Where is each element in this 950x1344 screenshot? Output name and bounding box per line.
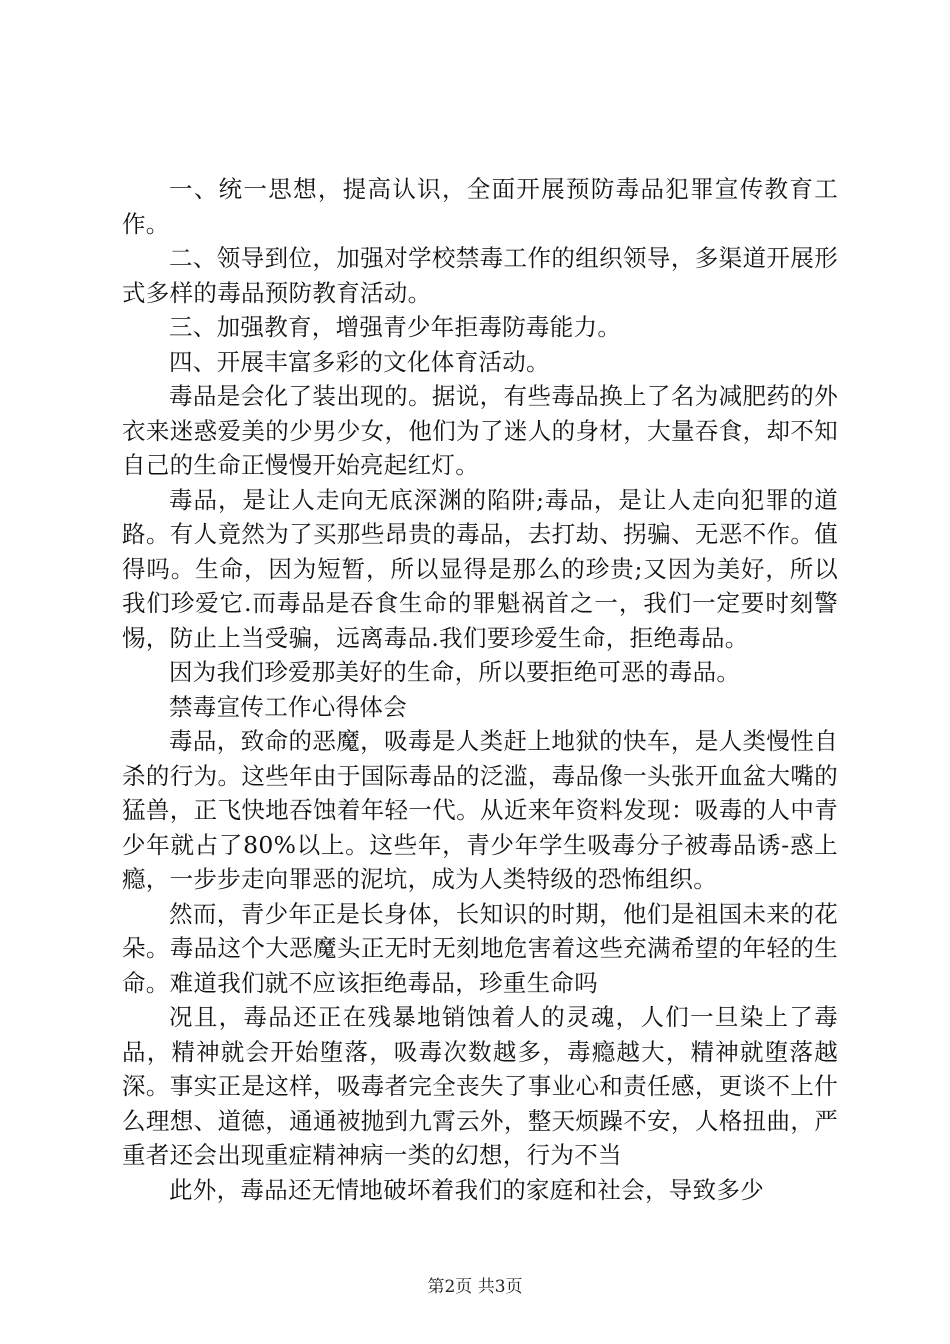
paragraph-9: 然而，青少年正是长身体，长知识的时期，他们是祖国未来的花朵。毒品这个大恶魔头正无时无刻地危害着这些充满希望的年轻的生命。难道我们就不应该拒绝毒品，珍重生命吗	[122, 899, 838, 997]
paragraph-3: 三、加强教育，增强青少年拒毒防毒能力。	[169, 313, 622, 341]
page-number-label: 第2页 共3页	[427, 1277, 523, 1297]
paragraph-11: 此外，毒品还无情地破坏着我们的家庭和社会，导致多少	[169, 1175, 764, 1204]
paragraph-10: 况且，毒品还正在残暴地销蚀着人的灵魂，人们一旦染上了毒品，精神就会开始堕落，吸毒次数越多，毒瘾越大，精神就堕落越深。事实正是这样，吸毒者完全丧失了事业心和责任感，更谈不上什么理想、道德，通通被抛到九霄云外，整天烦躁不安，人格扭曲，严重者还会出现重症精神病一类的幻想，行为不当	[122, 1003, 838, 1169]
paragraph-6: 毒品，是让人走向无底深渊的陷阱;毒品，是让人走向犯罪的道路。有人竟然为了买那些昂贵的毒品，去打劫、拐骗、无恶不作。值得吗。生命，因为短暂，所以显得是那么的珍贵;又因为美好，所以我们珍爱它.而毒品是吞食生命的罪魁祸首之一，我们一定要时刻警惕，防止上当受骗，远离毒品.我们要珍爱生命，拒绝毒品。	[122, 485, 838, 652]
paragraph-1: 一、统一思想，提高认识，全面开展预防毒品犯罪宣传教育工作。	[122, 175, 838, 238]
document-body	[122, 172, 838, 1207]
section-heading: 禁毒宣传工作心得体会	[169, 692, 407, 721]
paragraph-2: 二、领导到位，加强对学校禁毒工作的组织领导，多渠道开展形式多样的毒品预防教育活动。	[122, 244, 838, 307]
paragraph-5: 毒品是会化了装出现的。据说，有些毒品换上了名为减肥药的外衣来迷惑爱美的少男少女，他们为了迷人的身材，大量吞食，却不知自己的生命正慢慢开始亮起红灯。	[122, 382, 838, 479]
page-footer	[0, 1272, 950, 1297]
paragraph-7: 因为我们珍爱那美好的生命，所以要拒绝可恶的毒品。	[169, 658, 741, 686]
paragraph-4: 四、开展丰富多彩的文化体育活动。	[169, 347, 550, 376]
paragraph-8: 毒品，致命的恶魔，吸毒是人类赶上地狱的快车，是人类慢性自杀的行为。这些年由于国际毒品的泛滥，毒品像一头张开血盆大嘴的猛兽，正飞快地吞蚀着年轻一代。从近来年资料发现：吸毒的人中青少年就占了80%以上。这些年，青少年学生吸毒分子被毒品诱-惑上瘾，一步步走向罪恶的泥坑，成为人类特级的恐怖组织。	[122, 727, 838, 893]
